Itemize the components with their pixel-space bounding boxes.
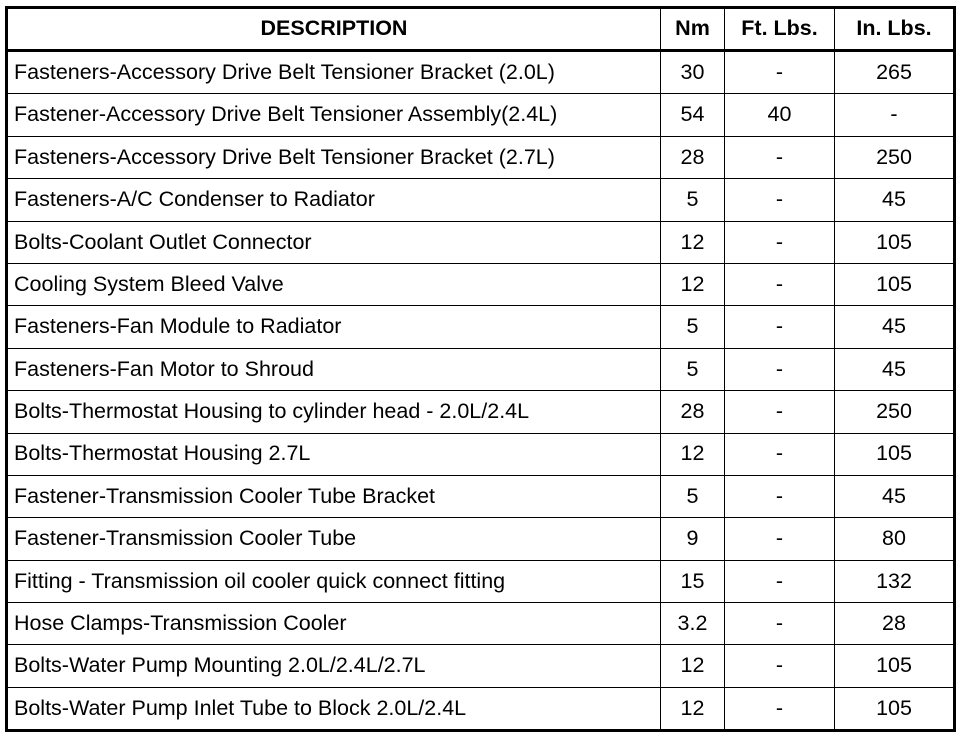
ft-lbs-cell: - xyxy=(725,348,835,390)
description-cell: Hose Clamps-Transmission Cooler xyxy=(7,603,661,645)
ft-lbs-cell: - xyxy=(725,306,835,348)
ft-lbs-cell: - xyxy=(725,433,835,475)
table-row xyxy=(7,263,955,305)
nm-cell: 28 xyxy=(661,136,725,178)
torque-spec-table xyxy=(5,6,956,732)
description-cell: Fasteners-Fan Motor to Shroud xyxy=(7,348,661,390)
table-row xyxy=(7,94,955,136)
ft-lbs-cell: 40 xyxy=(725,94,835,136)
ft-lbs-cell: - xyxy=(725,136,835,178)
table-row xyxy=(7,306,955,348)
ft-lbs-cell: - xyxy=(725,560,835,602)
nm-cell: 5 xyxy=(661,348,725,390)
nm-cell: 9 xyxy=(661,518,725,560)
column-header-in-lbs: In. Lbs. xyxy=(835,8,955,51)
table-row xyxy=(7,603,955,645)
description-cell: Fasteners-Accessory Drive Belt Tensioner Bracket (2.0L) xyxy=(7,51,661,94)
in-lbs-cell: 45 xyxy=(835,179,955,221)
nm-cell: 12 xyxy=(661,263,725,305)
ft-lbs-cell: - xyxy=(725,475,835,517)
table-row xyxy=(7,136,955,178)
ft-lbs-cell: - xyxy=(725,391,835,433)
nm-cell: 12 xyxy=(661,433,725,475)
description-cell: Fasteners-A/C Condenser to Radiator xyxy=(7,179,661,221)
description-cell: Bolts-Thermostat Housing 2.7L xyxy=(7,433,661,475)
nm-cell: 12 xyxy=(661,221,725,263)
column-header-ft-lbs: Ft. Lbs. xyxy=(725,8,835,51)
header-row xyxy=(7,8,955,51)
in-lbs-cell: - xyxy=(835,94,955,136)
description-cell: Bolts-Water Pump Mounting 2.0L/2.4L/2.7L xyxy=(7,645,661,687)
ft-lbs-cell: - xyxy=(725,179,835,221)
in-lbs-cell: 132 xyxy=(835,560,955,602)
ft-lbs-cell: - xyxy=(725,645,835,687)
in-lbs-cell: 80 xyxy=(835,518,955,560)
table-row xyxy=(7,433,955,475)
nm-cell: 12 xyxy=(661,645,725,687)
description-cell: Bolts-Water Pump Inlet Tube to Block 2.0L/2.4L xyxy=(7,687,661,730)
table-row xyxy=(7,645,955,687)
table-row xyxy=(7,560,955,602)
table-row xyxy=(7,391,955,433)
ft-lbs-cell: - xyxy=(725,518,835,560)
in-lbs-cell: 250 xyxy=(835,391,955,433)
in-lbs-cell: 265 xyxy=(835,51,955,94)
description-cell: Bolts-Thermostat Housing to cylinder head - 2.0L/2.4L xyxy=(7,391,661,433)
nm-cell: 15 xyxy=(661,560,725,602)
description-cell: Fastener-Accessory Drive Belt Tensioner Assembly(2.4L) xyxy=(7,94,661,136)
description-cell: Fastener-Transmission Cooler Tube xyxy=(7,518,661,560)
table-row xyxy=(7,475,955,517)
in-lbs-cell: 105 xyxy=(835,263,955,305)
table-row xyxy=(7,687,955,730)
nm-cell: 28 xyxy=(661,391,725,433)
table-row xyxy=(7,51,955,94)
in-lbs-cell: 45 xyxy=(835,306,955,348)
in-lbs-cell: 45 xyxy=(835,348,955,390)
nm-cell: 3.2 xyxy=(661,603,725,645)
description-cell: Cooling System Bleed Valve xyxy=(7,263,661,305)
table-row xyxy=(7,518,955,560)
table-row xyxy=(7,179,955,221)
ft-lbs-cell: - xyxy=(725,687,835,730)
description-cell: Fitting - Transmission oil cooler quick connect fitting xyxy=(7,560,661,602)
description-cell: Fasteners-Accessory Drive Belt Tensioner Bracket (2.7L) xyxy=(7,136,661,178)
ft-lbs-cell: - xyxy=(725,221,835,263)
nm-cell: 5 xyxy=(661,475,725,517)
in-lbs-cell: 105 xyxy=(835,645,955,687)
in-lbs-cell: 105 xyxy=(835,433,955,475)
in-lbs-cell: 45 xyxy=(835,475,955,517)
table-row xyxy=(7,348,955,390)
description-cell: Fastener-Transmission Cooler Tube Bracket xyxy=(7,475,661,517)
in-lbs-cell: 250 xyxy=(835,136,955,178)
ft-lbs-cell: - xyxy=(725,263,835,305)
ft-lbs-cell: - xyxy=(725,603,835,645)
table-row xyxy=(7,221,955,263)
nm-cell: 5 xyxy=(661,306,725,348)
nm-cell: 12 xyxy=(661,687,725,730)
nm-cell: 30 xyxy=(661,51,725,94)
in-lbs-cell: 105 xyxy=(835,687,955,730)
column-header-nm: Nm xyxy=(661,8,725,51)
description-cell: Bolts-Coolant Outlet Connector xyxy=(7,221,661,263)
description-cell: Fasteners-Fan Module to Radiator xyxy=(7,306,661,348)
column-header-description: DESCRIPTION xyxy=(7,8,661,51)
ft-lbs-cell: - xyxy=(725,51,835,94)
in-lbs-cell: 28 xyxy=(835,603,955,645)
nm-cell: 54 xyxy=(661,94,725,136)
in-lbs-cell: 105 xyxy=(835,221,955,263)
nm-cell: 5 xyxy=(661,179,725,221)
